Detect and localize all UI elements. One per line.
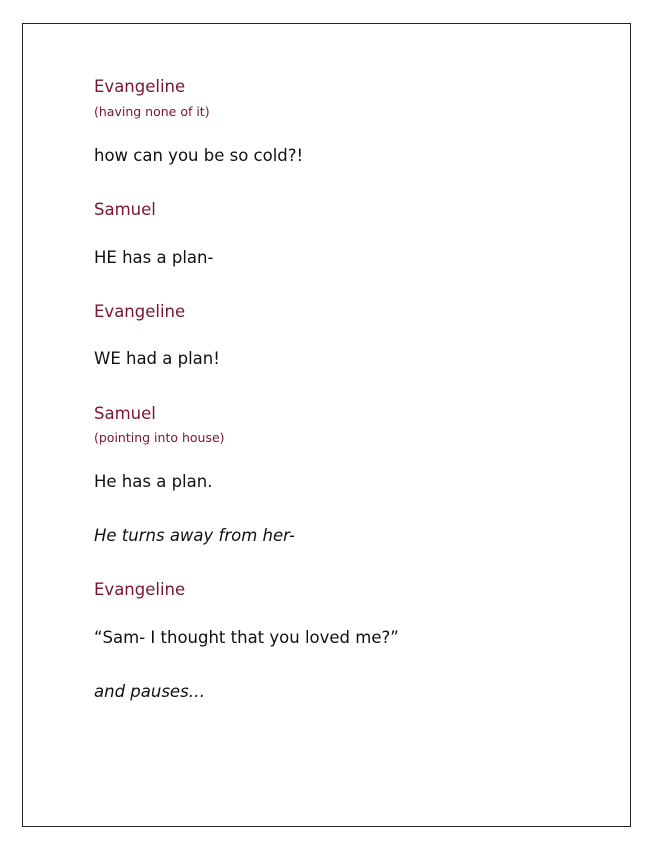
script-page <box>22 23 631 827</box>
character-name: Evangeline <box>94 302 186 321</box>
dialogue-line: He has a plan. <box>94 472 213 491</box>
dialogue-line: HE has a plan- <box>94 248 214 267</box>
dialogue-line: “Sam- I thought that you loved me?” <box>94 628 399 647</box>
script-body <box>23 24 630 826</box>
dialogue-line: how can you be so cold?! <box>94 146 304 165</box>
character-name: Evangeline <box>94 580 186 599</box>
parenthetical: (pointing into house) <box>94 430 225 445</box>
action-line: and pauses… <box>94 682 206 701</box>
action-line: He turns away from her- <box>94 526 295 545</box>
character-name: Samuel <box>94 404 156 423</box>
dialogue-line: WE had a plan! <box>94 349 220 368</box>
character-name: Evangeline <box>94 77 186 96</box>
character-name: Samuel <box>94 200 156 219</box>
parenthetical: (having none of it) <box>94 104 210 119</box>
